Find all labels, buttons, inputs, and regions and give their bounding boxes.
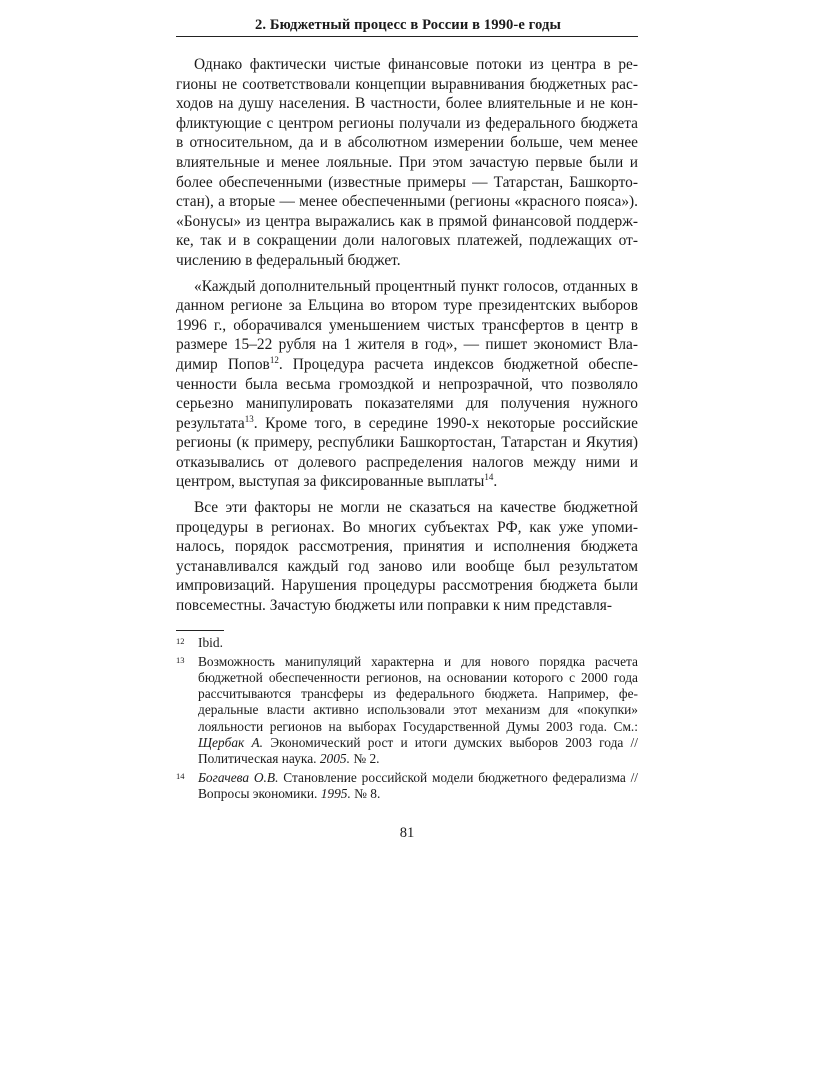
footnote-ref-14[interactable]: 14 <box>484 472 494 483</box>
footnote-author: Богачева О.В. <box>198 770 279 786</box>
footnote-author: Щербак А. <box>198 734 264 750</box>
running-header <box>176 14 638 37</box>
main-text <box>176 55 638 616</box>
footnote-number: 13 <box>176 654 185 665</box>
paragraph-2: «Каждый дополнительный процентный пункт голосов, отданных в данном регионе за Ельцина во втором туре президентских выборов 1996 г., оборачивался уменьшением чистых трансфертов в центр в размере 15–22 рубля на 1 жителя в год», — пишет экономист Владимир Попов$^{12}$. Процедура расчета индексов бюджетной обеспеченности была весьма громоздкой и непрозрачной, что позволяло серьезно манипулировать показателями для получения нужного результата$^{13}$. Кроме того, в середине 1990-х некоторые российские регионы (к примеру, республики Башкортостан, Татарстан и Якутия) отказывались от долевого распределения налогов между ними и центром, выступая за фиксированные выплаты$^{14}$. <box>176 277 638 491</box>
footnote-12 <box>176 635 638 651</box>
footnote-ref-13[interactable]: 13 <box>244 413 254 424</box>
running-title: 2. Бюджетный процесс в России в 1990-е годы <box>254 17 561 33</box>
footnote-year: 2005. <box>319 751 350 767</box>
footnote-number: 14 <box>176 771 185 782</box>
footnote-13: 13 Возможность манипуляций характерна и для нового порядка расчета бюджетной обеспеченности регионов, на основании которого с 2000 года рассчитываются трансферы из федерального бюджета. Например, федеральные власти активно использовали этот механизм для «покупки» лояльности регионов на выборах Государственной Думы 2003 года. См.: Щербак А. Экономический рост и итоги думских выборов 2003 года // Политическая наука. 2005. № 2. <box>176 653 638 767</box>
paragraph-1: Однако фактически чистые финансовые потоки из центра в регионы не соответствовали концепции выравнивания бюджетных расходов на душу населения. В частности, более влиятельные и не конфликтующие с центром регионы получали из федерального бюджета в относительном, да и в абсолютном измерении больше, чем менее влиятельные и менее лояльные. При этом зачастую первые были и более обеспеченными (известные примеры — Татарстан, Башкортостан), а вторые — менее обеспеченными (регионы «красного пояса»). «Бонусы» из центра выражались как в прямой финансовой поддержке, так и в сокращении доли налоговых платежей, подлежащих отчислению в федеральный бюджет. <box>176 56 638 269</box>
footnote-year: 1995. <box>320 786 351 802</box>
footnotes <box>176 635 638 803</box>
footnote-ref-12[interactable]: 12 <box>269 354 279 365</box>
footnote-divider <box>176 630 224 631</box>
footnote-number: 12 <box>176 635 185 646</box>
book-page <box>176 14 638 842</box>
footnote-14: 14 Богачева О.В. Становление российской модели бюджетного федерализма // Вопросы экономики. 1995. № 8. <box>176 770 639 802</box>
footnote-text: Ibid. <box>198 634 223 650</box>
paragraph-3: Все эти факторы не могли не сказаться на качестве бюджетной процедуры в регионах. Во многих субъектах РФ, как уже упоминалось, порядок рассмотрения, принятия и исполнения бюджета устанавливался каждый год заново или вообще был результатом импровизаций. Нарушения процедуры рассмотрения бюджета были повсеместны. Зачастую бюджеты или поправки к ним представля- <box>176 499 638 615</box>
page-number: 81 <box>399 824 415 841</box>
